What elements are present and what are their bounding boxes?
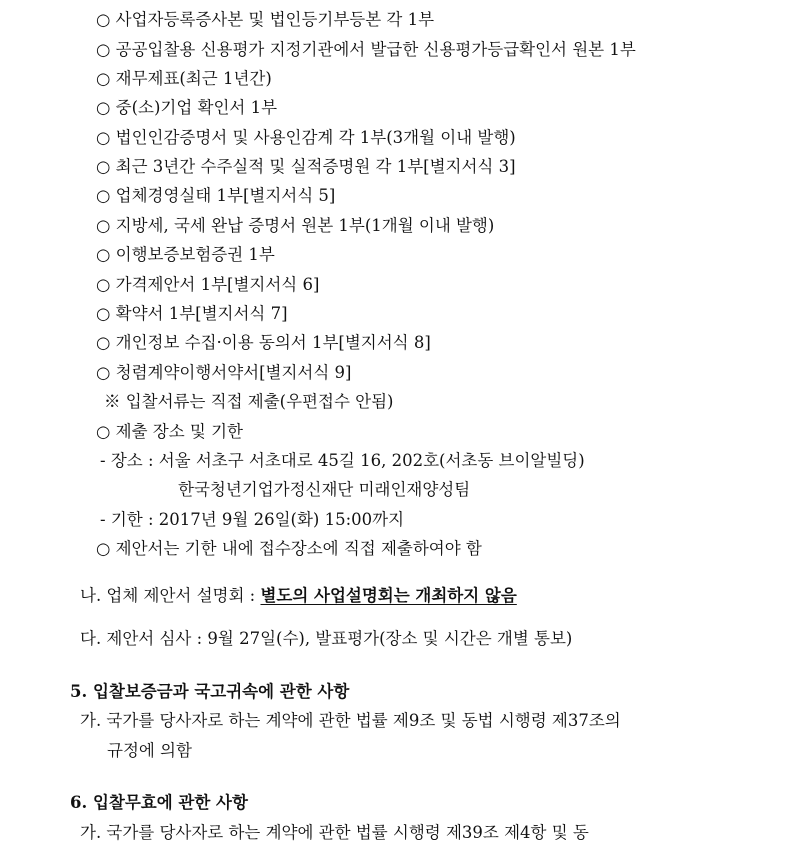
submission-place: - 장소 : 서울 서초구 서초대로 45길 16, 202호(서초동 브이알빌딩) <box>100 451 585 470</box>
note-line: ※ 입찰서류는 직접 제출(우편접수 안됨) <box>104 392 394 411</box>
list-item: ○ 사업자등록증사본 및 법인등기부등본 각 1부 <box>96 10 435 29</box>
list-item: ○ 개인정보 수집·이용 동의서 1부[별지서식 8] <box>96 333 431 352</box>
section-6-ga-line1: 가. 국가를 당사자로 하는 계약에 관한 법률 시행령 제39조 제4항 및 동 <box>80 823 589 842</box>
sub-na-emphasis: 별도의 사업설명회는 개최하지 않음 <box>260 586 517 605</box>
sub-da: 다. 제안서 심사 : 9월 27일(수), 발표평가(장소 및 시간은 개별 통보) <box>80 629 573 648</box>
list-item: ○ 지방세, 국세 완납 증명서 원본 1부(1개월 이내 발행) <box>96 216 495 235</box>
list-item: ○ 확약서 1부[별지서식 7] <box>96 304 288 323</box>
section-5-title: 5. 입찰보증금과 국고귀속에 관한 사항 <box>70 682 350 701</box>
list-item: ○ 이행보증보험증권 1부 <box>96 245 275 264</box>
section-5-ga-line2: 규정에 의함 <box>107 741 192 760</box>
sub-na-prefix: 나. 업체 제안서 설명회 : <box>80 586 261 605</box>
submission-deadline: - 기한 : 2017년 9월 26일(화) 15:00까지 <box>100 510 405 529</box>
section-6-title: 6. 입찰무효에 관한 사항 <box>70 793 248 812</box>
list-item: ○ 공공입찰용 신용평가 지정기관에서 발급한 신용평가등급확인서 원본 1부 <box>96 40 636 59</box>
list-item: ○ 가격제안서 1부[별지서식 6] <box>96 275 320 294</box>
sub-na <box>80 585 517 607</box>
list-item: ○ 법인인감증명서 및 사용인감계 각 1부(3개월 이내 발행) <box>96 128 516 147</box>
section-5-ga-line1: 가. 국가를 당사자로 하는 계약에 관한 법률 제9조 및 동법 시행령 제37조의 <box>80 711 621 730</box>
list-item: ○ 최근 3년간 수주실적 및 실적증명원 각 1부[별지서식 3] <box>96 157 516 176</box>
list-item: ○ 청렴계약이행서약서[별지서식 9] <box>96 363 352 382</box>
list-item: ○ 중(소)기업 확인서 1부 <box>96 98 278 117</box>
list-item: ○ 재무제표(최근 1년간) <box>96 69 272 88</box>
submission-header: ○ 제출 장소 및 기한 <box>96 422 243 441</box>
submission-direct: ○ 제안서는 기한 내에 접수장소에 직접 제출하여야 함 <box>96 539 482 558</box>
submission-place-cont: 한국청년기업가정신재단 미래인재양성팀 <box>178 480 471 499</box>
list-item: ○ 업체경영실태 1부[별지서식 5] <box>96 186 336 205</box>
